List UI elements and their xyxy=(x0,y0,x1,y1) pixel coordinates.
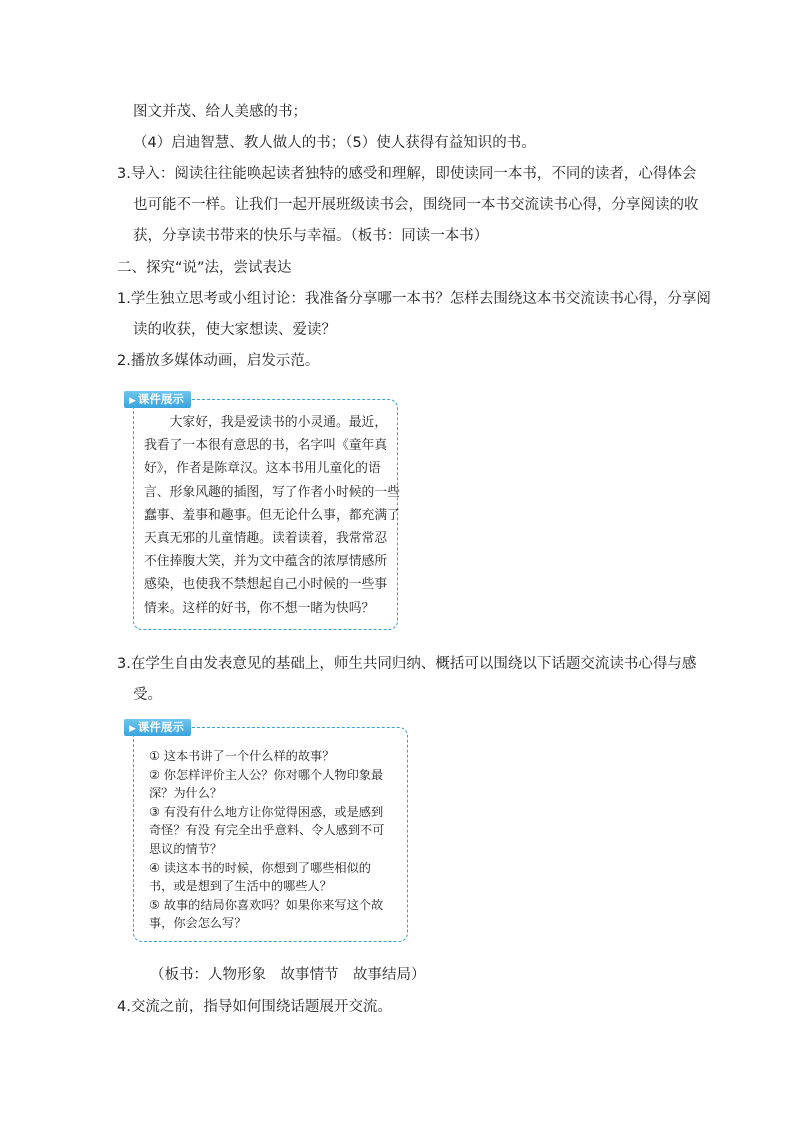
question-line: 书，或是想到了生活中的哪些人？ xyxy=(149,879,332,894)
question-line: 深？为什么？ xyxy=(149,786,223,801)
text-line: （板书：人物形象 故事情节 故事结局） xyxy=(150,967,426,983)
courseware-line: 言、形象风趣的插图，写了作者小时候的一些 xyxy=(144,484,400,500)
courseware-line: 感染，也使我不禁想起自己小时候的一些事 xyxy=(144,577,388,593)
play-triangle-icon: ▶ xyxy=(129,396,136,406)
question-line: ④ 读这本书的时候，你想到了哪些相似的 xyxy=(149,860,371,875)
question-line: 事，你会怎么写？ xyxy=(149,916,247,931)
courseware-line: 我看了一本很有意思的书，名字叫《童年真 xyxy=(144,438,388,454)
text-line: 图文并茂、给人美感的书； xyxy=(133,104,307,120)
courseware-line: 蠢事、羞事和趣事。但无论什么事，都充满了 xyxy=(144,507,400,523)
courseware-box-1 xyxy=(129,392,400,630)
courseware-line: 天真无邪的儿童情趣。读着读着，我常常忍 xyxy=(144,531,388,546)
question-line: ② 你怎样评价主人公？你对哪个人物印象最 xyxy=(149,767,384,782)
text-line: 也可能不一样。让我们一起开展班级读书会，围绕同一本书交流读书心得，分享阅读的收 xyxy=(133,197,699,213)
question-line: ① 这本书讲了一个什么样的故事？ xyxy=(149,749,335,763)
courseware-line: 大家好，我是爱读书的小灵通。最近， xyxy=(144,415,388,430)
text-line: 2.播放多媒体动画，启发示范。 xyxy=(117,353,320,369)
text-line: 3.导入：阅读往往能唤起读者独特的感受和理解，即使读同一本书，不同的读者，心得体会 xyxy=(117,166,697,182)
text-line: 3.在学生自由发表意见的基础上，师生共同归纳、概括可以围绕以下话题交流读书心得与感 xyxy=(117,656,697,672)
question-line: 思议的情节？ xyxy=(149,842,223,856)
text-line: 读的收获，使大家想读、爱读？ xyxy=(133,322,336,338)
text-line: 二、探究“说”法，尝试表达 xyxy=(117,260,292,276)
courseware-line: 情来。这样的好书，你不想一睹为快吗？ xyxy=(144,600,375,616)
text-line: 获，分享读书带来的快乐与幸福。（板书：同读一本书） xyxy=(133,228,489,244)
courseware-box-2 xyxy=(129,720,408,942)
text-line: （4）启迪智慧、教人做人的书；（5）使人获得有益知识的书。 xyxy=(133,135,536,151)
text-line: 4.交流之前，指导如何围绕话题展开交流。 xyxy=(117,999,392,1015)
courseware-tag: ▶ 课件展示 xyxy=(124,719,191,736)
courseware-line: 好》，作者是陈章汉。这本书用儿童化的语 xyxy=(144,461,381,477)
courseware-line: 不住捧腹大笑，并为文中蕴含的浓厚情感所 xyxy=(144,554,388,570)
text-line: 1.学生独立思考或小组讨论：我准备分享哪一本书？怎样去围绕这本书交流读书心得，分享阅 xyxy=(117,291,711,307)
question-line: ③ 有没有什么地方让你觉得困惑，或是感到 xyxy=(149,804,384,819)
question-line: ⑤ 故事的结局你喜欢吗？如果你来写这个故 xyxy=(149,897,384,912)
courseware-tag: ▶ 课件展示 xyxy=(124,391,191,408)
text-line: 受。 xyxy=(133,687,162,703)
question-line: 奇怪？有没 有完全出乎意料、令人感到不可 xyxy=(149,823,385,838)
play-triangle-icon: ▶ xyxy=(129,724,136,734)
